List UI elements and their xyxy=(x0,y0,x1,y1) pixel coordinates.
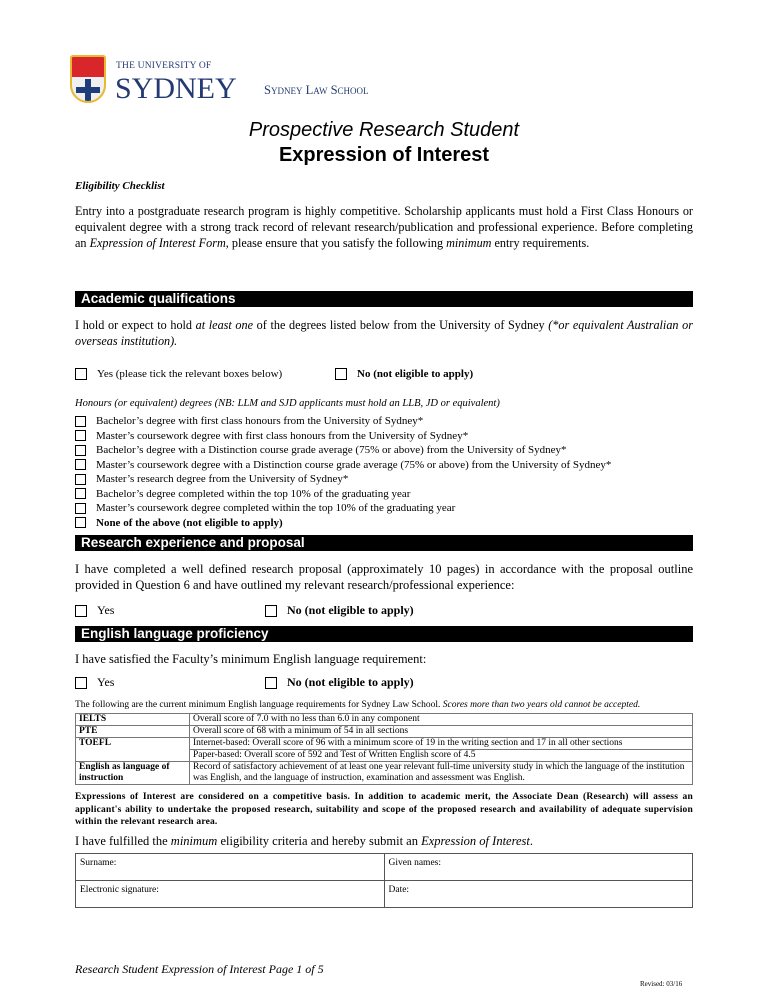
table-row xyxy=(76,726,693,738)
label: No (not eligible to apply) xyxy=(287,603,414,617)
t: minimum xyxy=(170,834,218,848)
degree-option[interactable] xyxy=(75,429,611,444)
label: None of the above (not eligible to apply) xyxy=(96,516,283,529)
t: eligibility criteria and hereby submit an xyxy=(217,834,422,848)
label: Master’s research degree from the University of Sydney* xyxy=(96,473,349,485)
cell: Paper-based: Overall score of 592 and Test of Written English score of 4.5 xyxy=(190,750,693,762)
t: (*or equivalent Australian or overseas institution). xyxy=(75,318,693,348)
crest-icon xyxy=(70,55,106,103)
checkbox[interactable] xyxy=(75,517,86,528)
english-text: I have satisfied the Faculty’s minimum English language requirement: xyxy=(75,652,427,666)
cell: Internet-based: Overall score of 96 with a minimum score of 19 in the writing section and 17 in all other sections xyxy=(190,738,693,750)
t: minimum xyxy=(446,236,492,250)
table-row xyxy=(76,750,693,762)
checkbox[interactable] xyxy=(75,677,87,689)
t: Entry into a postgraduate research program is highly competitive. Scholarship applicants must hold a First Class Honours or equivalent degree with a strong track record of relevant research/publication and professional experience. Before completing an xyxy=(75,204,693,250)
checkbox[interactable] xyxy=(75,488,86,499)
checkbox[interactable] xyxy=(265,677,277,689)
checkbox[interactable] xyxy=(265,605,277,617)
cell: Record of satisfactory achievement of at least one year relevant full-time university study in which the language of the institution was English, and the language of instruction, examination and assessment was English. xyxy=(190,762,693,785)
signature-field[interactable]: Electronic signature: xyxy=(76,881,385,908)
label: Bachelor’s degree completed within the top 10% of the graduating year xyxy=(96,487,411,500)
english-yes[interactable] xyxy=(75,674,114,690)
university-logo xyxy=(70,53,400,111)
degree-options xyxy=(75,414,611,530)
cell: IELTS xyxy=(76,714,190,726)
degree-option[interactable] xyxy=(75,472,611,487)
t: . xyxy=(529,834,533,848)
research-text: I have completed a well defined research proposal (approximately 10 pages) in accordance with the proposal outline provided in Question 6 and have outlined my relevant research/professional experience: xyxy=(75,562,693,592)
applicant-form xyxy=(75,853,693,908)
checkbox[interactable] xyxy=(75,474,86,485)
cell xyxy=(76,750,190,762)
degree-option[interactable] xyxy=(75,487,611,502)
cell: Overall score of 7.0 with no less than 6.0 in any component xyxy=(190,714,693,726)
surname-field[interactable]: Surname: xyxy=(76,854,385,881)
degree-option-none[interactable] xyxy=(75,516,611,531)
label: Bachelor’s degree with a Distinction course grade average (75% or above) from the University of Sydney* xyxy=(96,444,567,456)
fulfilled-statement xyxy=(75,834,533,849)
checkbox[interactable] xyxy=(75,430,86,441)
requirements-table xyxy=(75,713,693,785)
given-names-field[interactable]: Given names: xyxy=(384,854,693,881)
label: Yes xyxy=(97,675,115,689)
checkbox[interactable] xyxy=(75,503,86,514)
label: No (not eligible to apply) xyxy=(287,675,414,689)
degree-option[interactable] xyxy=(75,443,611,458)
page-subtitle: Expression of Interest xyxy=(278,144,490,166)
label: Bachelor’s degree with first class honours from the University of Sydney* xyxy=(96,415,424,427)
degree-option[interactable] xyxy=(75,501,611,516)
t: entry requirements. xyxy=(491,236,590,250)
page-footer: Research Student Expression of Interest Page 1 of 5 xyxy=(75,962,324,976)
checkbox[interactable] xyxy=(75,416,86,427)
intro-paragraph xyxy=(75,203,693,251)
checklist-heading: Eligibility Checklist xyxy=(75,180,165,192)
degree-option[interactable] xyxy=(75,414,611,429)
checkbox[interactable] xyxy=(335,368,347,380)
label: Yes (please tick the relevant boxes below) xyxy=(97,368,283,380)
t: of the degrees listed below from the University of Sydney xyxy=(253,318,549,332)
competitive-note: Expressions of Interest are considered on a competitive basis. In addition to academic merit, the Associate Dean (Research) will assess an applicant's ability to undertake the proposed research, suitability and scope of the proposed research and availability of adequate supervision within the relevant research area. xyxy=(75,792,693,827)
date-field[interactable]: Date: xyxy=(384,881,693,908)
logo-line1: THE UNIVERSITY OF xyxy=(116,61,212,71)
label: Master’s coursework degree completed within the top 10% of the graduating year xyxy=(96,502,456,514)
t: , please ensure that you satisfy the following xyxy=(225,236,447,250)
t: Expression of Interest xyxy=(421,834,530,848)
degree-option[interactable] xyxy=(75,458,611,473)
section-research: Research experience and proposal xyxy=(75,535,693,551)
academic-text xyxy=(75,317,693,349)
section-academic: Academic qualifications xyxy=(75,291,693,307)
research-yes[interactable] xyxy=(75,602,114,618)
t: at least one xyxy=(195,318,254,332)
checkbox[interactable] xyxy=(75,445,86,456)
page-title: Prospective Research Student xyxy=(248,119,520,141)
t: Expression of Interest Form xyxy=(89,236,226,250)
table-row xyxy=(76,714,693,726)
label: Master’s coursework degree with a Distinction course grade average (75% or above) from the University of Sydney* xyxy=(96,458,612,471)
cell: Overall score of 68 with a minimum of 54 in all sections xyxy=(190,726,693,738)
requirements-intro xyxy=(75,699,700,711)
cell: PTE xyxy=(76,726,190,738)
table-row xyxy=(76,738,693,750)
label: Yes xyxy=(97,603,115,617)
academic-yes[interactable] xyxy=(75,366,282,382)
english-no[interactable] xyxy=(265,674,414,690)
school-name: Sydney Law School xyxy=(264,83,369,97)
t: I have fulfilled the xyxy=(75,834,171,848)
cell: English as language of instruction xyxy=(76,762,190,785)
research-no[interactable] xyxy=(265,602,414,618)
label: No (not eligible to apply) xyxy=(357,368,474,380)
label: Master’s coursework degree with first class honours from the University of Sydney* xyxy=(96,429,469,442)
cell: TOEFL xyxy=(76,738,190,750)
academic-no[interactable] xyxy=(335,366,473,382)
section-english: English language proficiency xyxy=(75,626,693,642)
t: Scores more than two years old cannot be accepted. xyxy=(442,700,641,710)
revised-date: Revised: 03/16 xyxy=(640,980,683,988)
honours-note: Honours (or equivalent) degrees (NB: LLM and SJD applicants must hold an LLB, JD or equivalent) xyxy=(75,398,500,409)
checkbox[interactable] xyxy=(75,459,86,470)
logo-line2: SYDNEY xyxy=(115,72,237,105)
checkbox[interactable] xyxy=(75,605,87,617)
table-row xyxy=(76,762,693,785)
t: I hold or expect to hold xyxy=(75,318,196,332)
checkbox[interactable] xyxy=(75,368,87,380)
t: The following are the current minimum English language requirements for Sydney Law School. xyxy=(75,700,443,710)
